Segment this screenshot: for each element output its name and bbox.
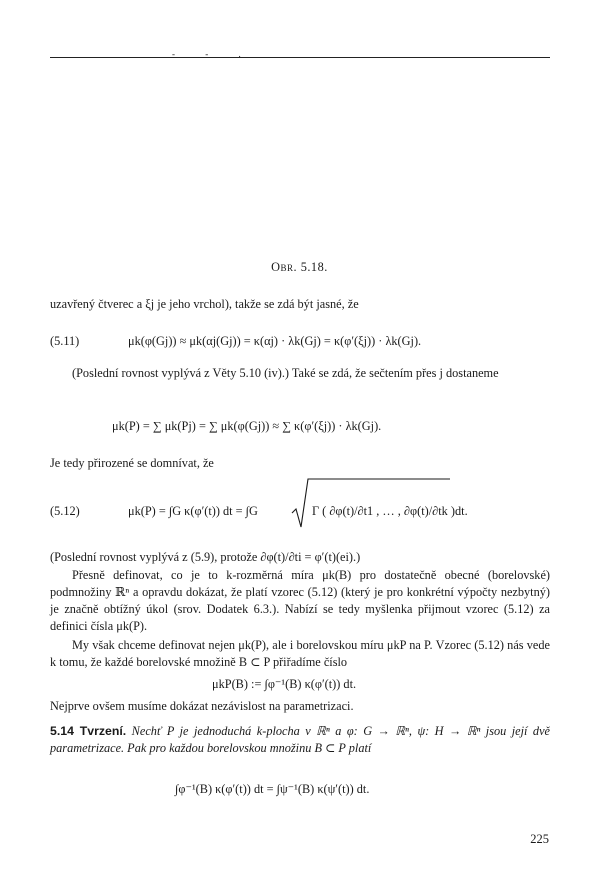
figure-placeholder (50, 62, 550, 252)
page-number: 225 (530, 832, 549, 846)
theorem-5-14 (50, 723, 550, 757)
paragraph-3: Je tedy přirozené se domnívat, že (50, 456, 214, 470)
equation-5-11: μk(φ(Gj)) ≈ μk(αj(Gj)) = κ(αj) · λk(Gj) = κ(φ′(ξj)) · λk(Gj). (128, 334, 422, 348)
equation-number-5-11: (5.11) (50, 334, 80, 348)
paragraph-2: (Poslední rovnost vyplývá z Věty 5.10 (iv).) Také se zdá, že sečtením přes j dostaneme (72, 366, 499, 380)
equation-theorem: ∫φ⁻¹(B) κ(φ′(t)) dt = ∫ψ⁻¹(B) κ(ψ′(t)) dt. (175, 782, 370, 796)
paragraph-4: (Poslední rovnost vyplývá z (5.9), protože ∂φ(t)/∂ti = φ′(t)(ei).) (50, 550, 361, 564)
running-header-marks: - - . (172, 49, 255, 59)
paragraph-1: uzavřený čtverec a ξj je jeho vrchol), takže se zdá být jasné, že (50, 297, 359, 311)
figure-caption: Obr. 5.18. (271, 260, 328, 274)
theorem-label: 5.14 Tvrzení. (50, 724, 127, 738)
header-rule (50, 57, 550, 58)
paragraph-6: My však chceme definovat nejen μk(P), ale i borelovskou míru μkP na P. Vzorec (5.12) nás vede k tomu, že každé borelovské množině B ⊂ P přiřadíme číslo (50, 638, 550, 669)
paragraph-7: Nejprve ovšem musíme dokázat nezávislost na parametrizaci. (50, 699, 354, 713)
equation-sum: μk(P) = ∑ μk(Pj) = ∑ μk(φ(Gj)) ≈ ∑ κ(φ′(ξj)) · λk(Gj). (112, 419, 382, 433)
equation-5-12-radicand: Γ ( ∂φ(t)/∂t1 , … , ∂φ(t)/∂tk ) (312, 504, 455, 518)
equation-definition: μkP(B) := ∫φ⁻¹(B) κ(φ′(t)) dt. (212, 677, 357, 691)
paragraph-5: Přesně definovat, co je to k-rozměrná míra μk(B) pro dostatečně obecné (borelovské) podmnožiny ℝⁿ a opravdu dokázat, že platí vzorec (5.12) (který je pro konkrétní výpočty nezbytný) je značně obtížný úkol (srov. Dodatek 6.3.). Nabízí se tedy myšlenka přijmout vzorec (5.12) za definici čísla μk(P). (50, 568, 550, 633)
equation-5-12-end: dt. (455, 504, 468, 518)
theorem-text: Nechť P je jednoduchá k-plocha v ℝⁿ a φ: G → ℝⁿ, ψ: H → ℝⁿ jsou její dvě parametrizace. Pak pro každou borelovskou množinu B ⊂ P platí (50, 724, 550, 755)
equation-number-5-12: (5.12) (50, 504, 80, 518)
equation-5-12-lhs: μk(P) = ∫G κ(φ′(t)) dt = ∫G (128, 504, 258, 518)
